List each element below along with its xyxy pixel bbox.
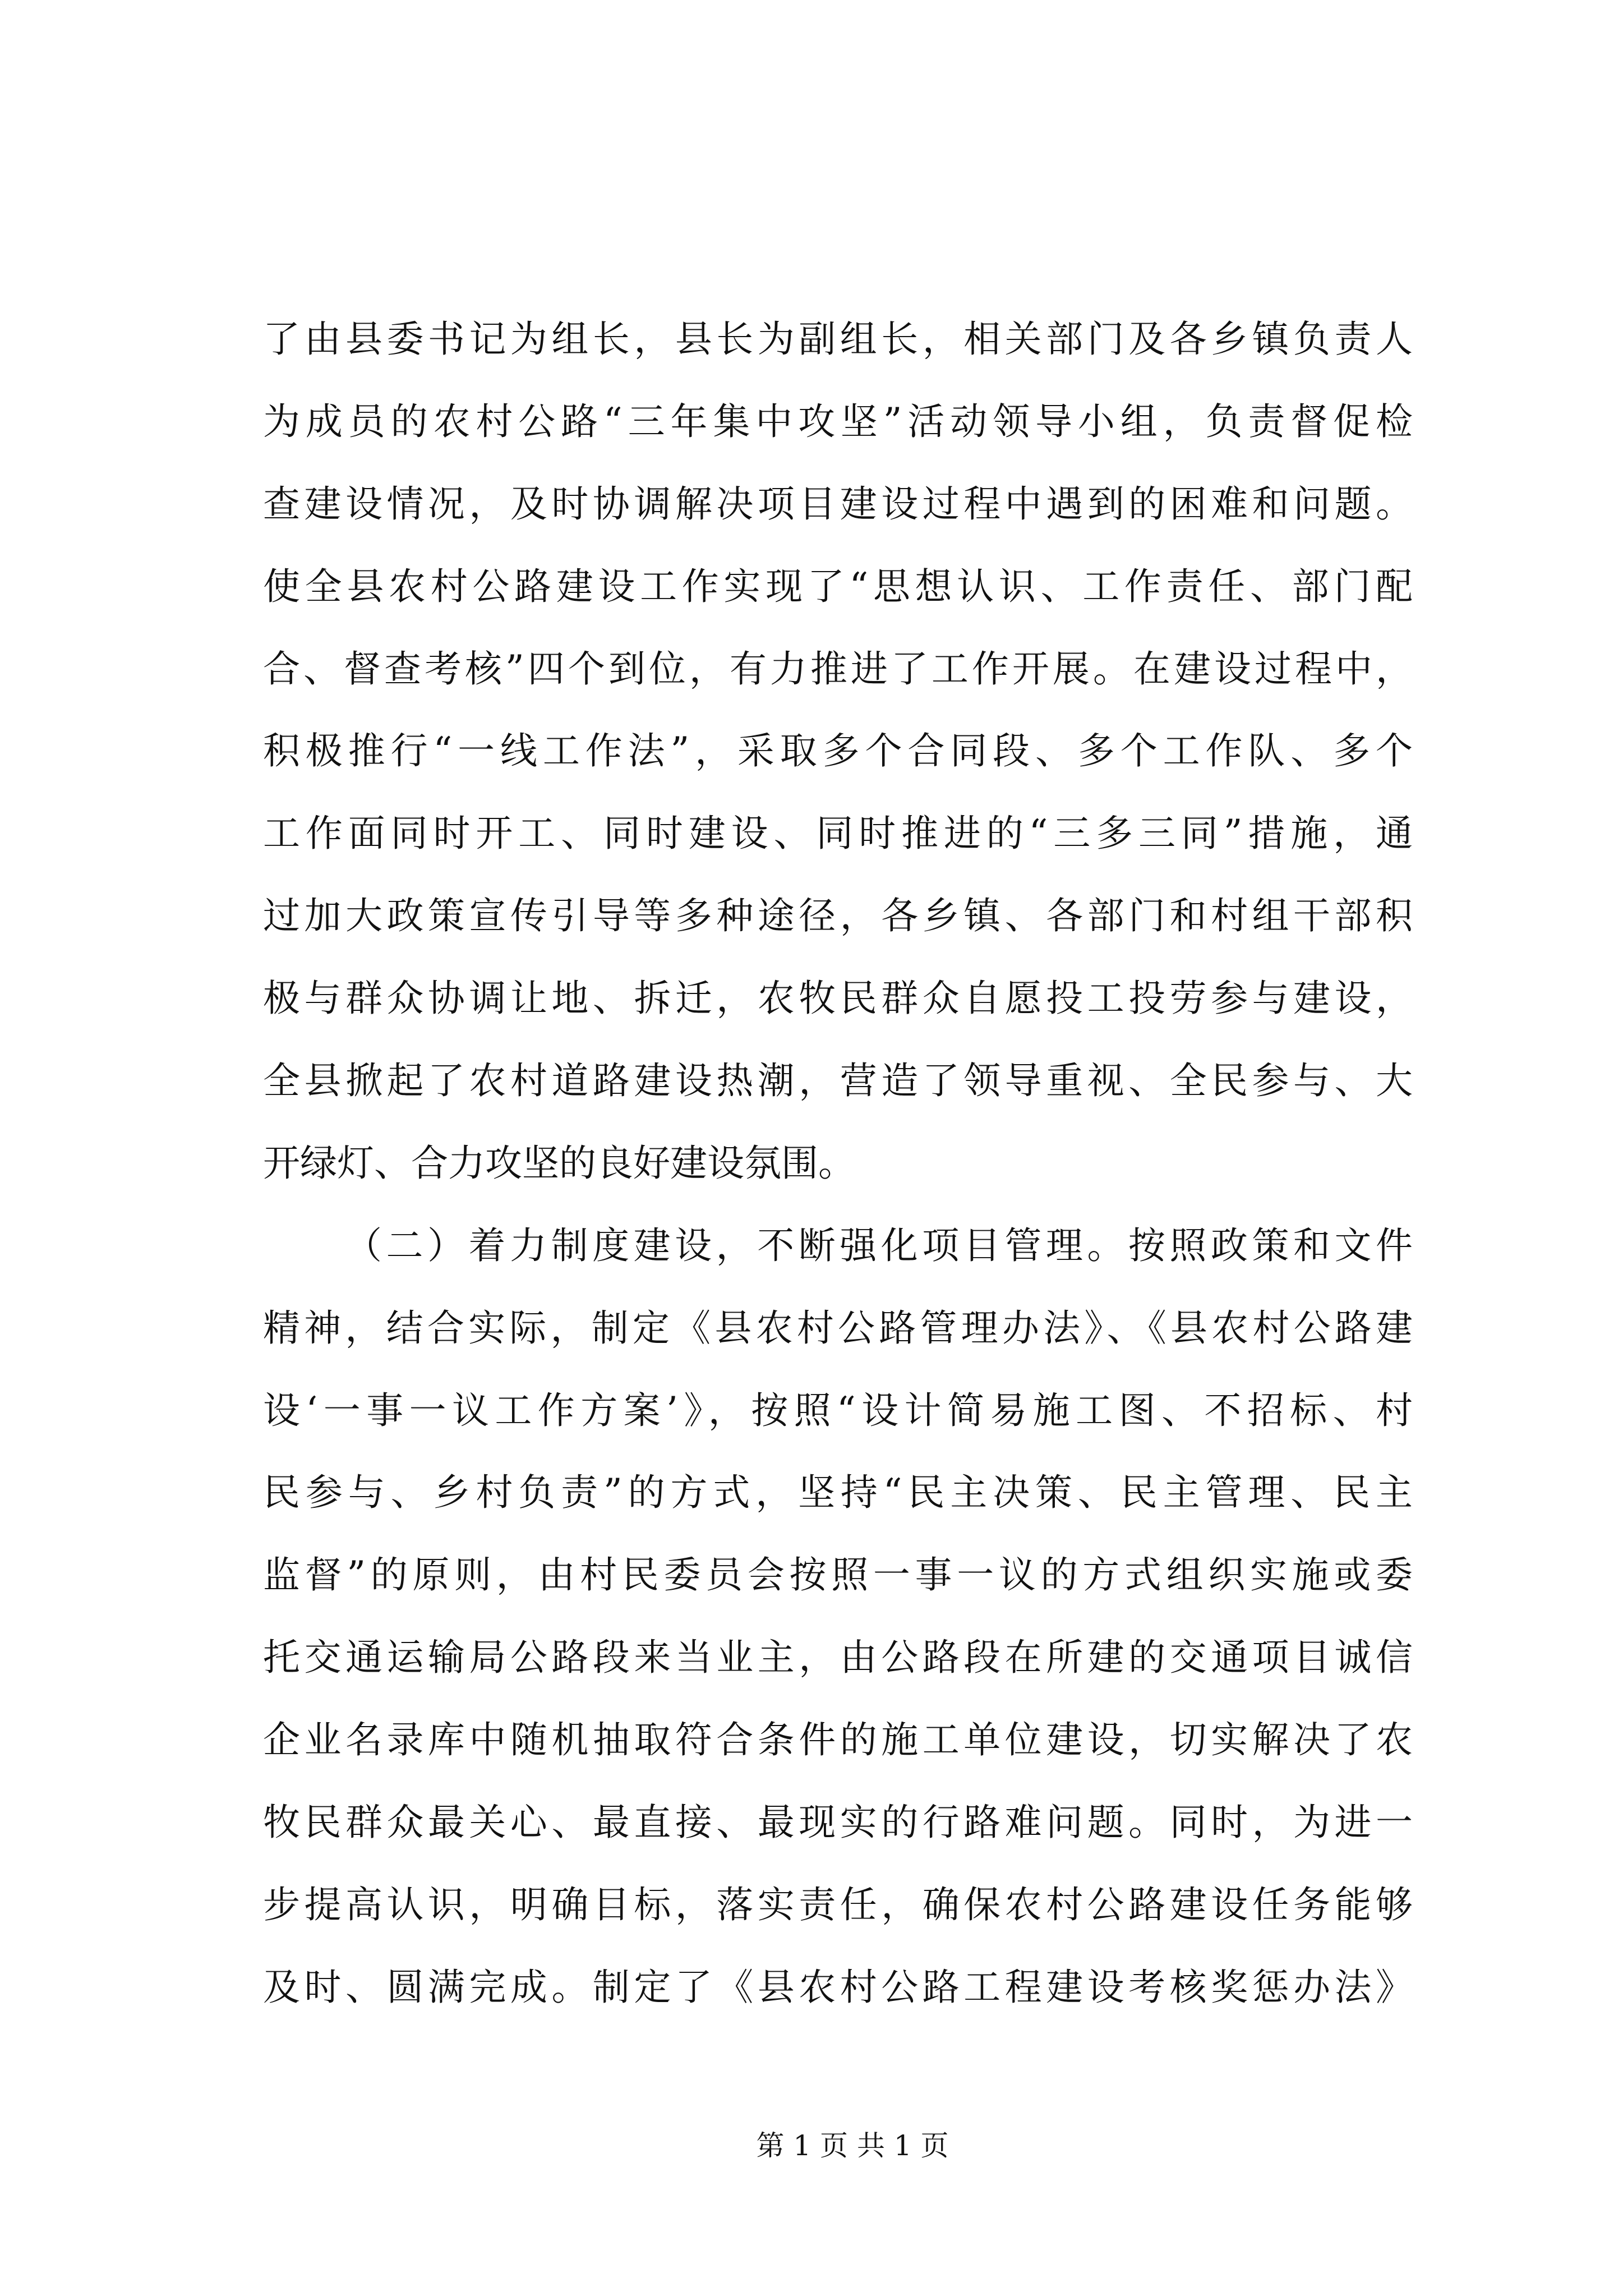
text-line: 全县掀起了农村道路建设热潮，营造了领导重视、全民参与、大 xyxy=(263,1059,1413,1103)
page-footer: 第 1 页 共 1 页 xyxy=(756,2129,949,2162)
text-line: 民参与、乡村负责”的方式，坚持“民主决策、民主管理、民主 xyxy=(263,1471,1413,1515)
text-line: 过加大政策宣传引导等多种途径，各乡镇、各部门和村组干部积 xyxy=(263,894,1413,938)
text-line: 合、督查考核”四个到位，有力推进了工作开展。在建设过程中， xyxy=(263,647,1413,691)
text-line: 极与群众协调让地、拆迁，农牧民群众自愿投工投劳参与建设， xyxy=(263,977,1413,1020)
text-line: 及时、圆满完成。制定了《县农村公路工程建设考核奖惩办法》 xyxy=(263,1965,1413,2009)
text-line: 监督”的原则，由村民委员会按照一事一议的方式组织实施或委 xyxy=(263,1553,1413,1597)
text-line: 企业名录库中随机抽取符合条件的施工单位建设，切实解决了农 xyxy=(263,1718,1413,1762)
text-line: 查建设情况，及时协调解决项目建设过程中遇到的困难和问题。 xyxy=(263,482,1413,526)
body-text xyxy=(263,298,1413,2029)
paragraph-continued xyxy=(263,298,1413,1205)
text-line: 托交通运输局公路段来当业主，由公路段在所建的交通项目诚信 xyxy=(263,1636,1413,1680)
text-line: 步提高认识，明确目标，落实责任，确保农村公路建设任务能够 xyxy=(263,1883,1413,1926)
text-line: 积极推行“一线工作法”，采取多个合同段、多个工作队、多个 xyxy=(263,729,1413,773)
text-line: 开绿灯、合力攻坚的良好建设氛围。 xyxy=(263,1141,855,1185)
text-line: 精神，结合实际，制定《县农村公路管理办法》、《县农村公路建 xyxy=(263,1306,1413,1350)
text-line: 为成员的农村公路“三年集中攻坚”活动领导小组，负责督促检 xyxy=(263,399,1413,443)
text-line: 设‘一事一议工作方案’》，按照“设计简易施工图、不招标、村 xyxy=(263,1388,1413,1432)
text-line: 工作面同时开工、同时建设、同时推进的“三多三同”措施，通 xyxy=(263,812,1413,855)
paragraph-section-2 xyxy=(263,1205,1413,2029)
text-line: 牧民群众最关心、最直接、最现实的行路难问题。同时，为进一 xyxy=(263,1801,1413,1844)
text-line: 使全县农村公路建设工作实现了“思想认识、工作责任、部门配 xyxy=(263,564,1413,608)
section-heading-line: （二）着力制度建设，不断强化项目管理。按照政策和文件 xyxy=(345,1223,1413,1267)
text-line: 了由县委书记为组长，县长为副组长，相关部门及各乡镇负责人 xyxy=(263,318,1413,361)
